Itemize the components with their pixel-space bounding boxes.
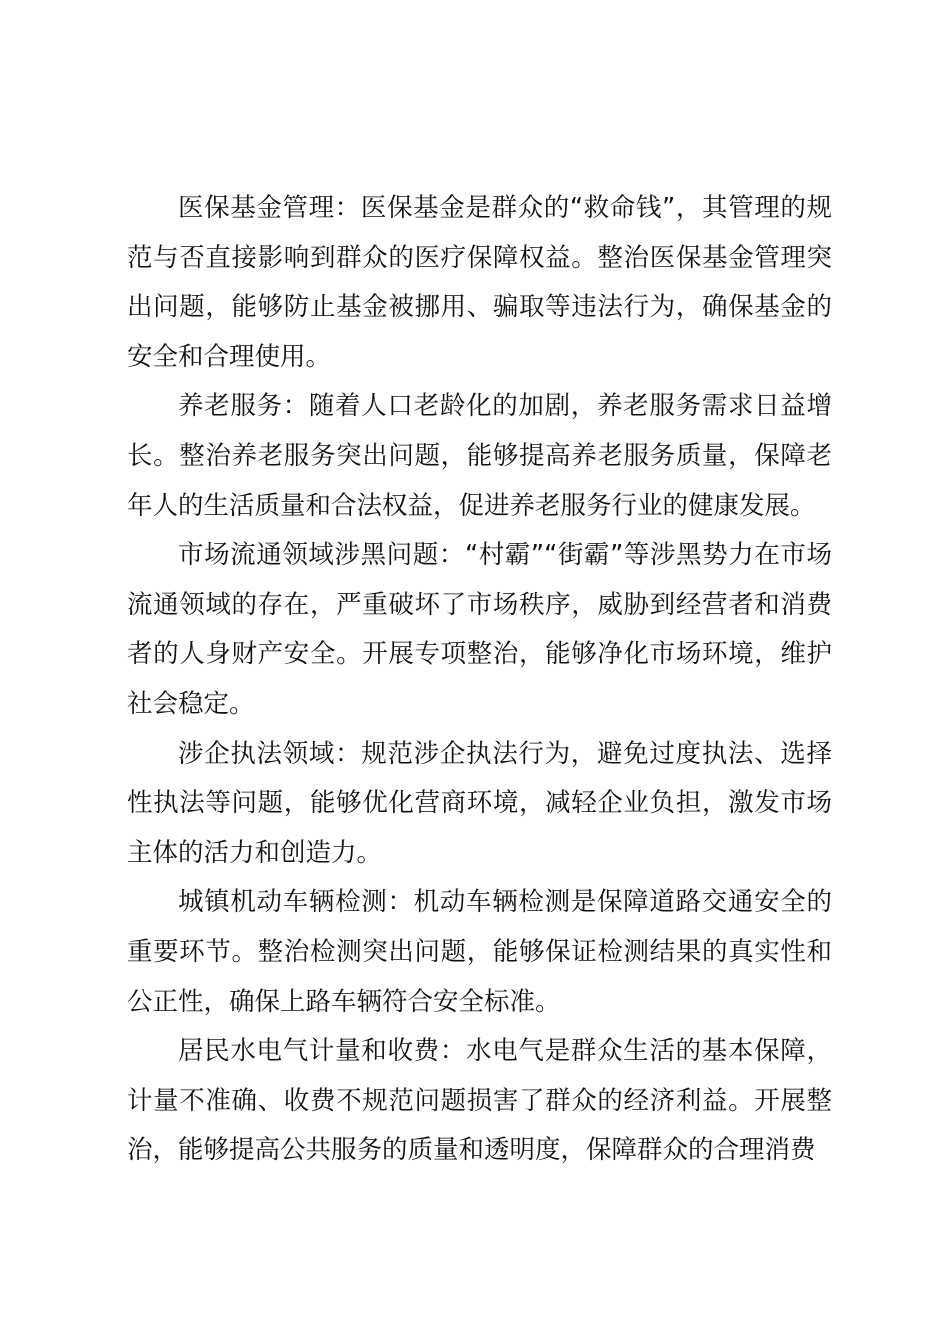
paragraph-market-circulation: 市场流通领域涉黑问题：“村霸”“街霸”等涉黑势力在市场流通领域的存在，严重破坏了市场秩序，威胁到经营者和消费者的人身财产安全。开展专项整治，能够净化市场环境，维护社会稳定。 <box>127 540 832 719</box>
paragraph-utilities-metering: 居民水电气计量和收费：水电气是群众生活的基本保障，计量不准确、收费不规范问题损害了群众的经济利益。开展整治，能够提高公共服务的质量和透明度，保障群众的合理消费 <box>127 1036 832 1166</box>
paragraph-elderly-care: 养老服务：随着人口老龄化的加剧，养老服务需求日益增长。整治养老服务突出问题，能够提高养老服务质量，保障老年人的生活质量和合法权益，促进养老服务行业的健康发展。 <box>127 391 832 521</box>
paragraph-vehicle-inspection: 城镇机动车辆检测：机动车辆检测是保障道路交通安全的重要环节。整治检测突出问题，能够保证检测结果的真实性和公正性，确保上路车辆符合安全标准。 <box>127 887 832 1017</box>
paragraph-medical-insurance-fund: 医保基金管理：医保基金是群众的“救命钱”，其管理的规范与否直接影响到群众的医疗保障权益。整治医保基金管理突出问题，能够防止基金被挪用、骗取等违法行为，确保基金的安全和合理使用。 <box>127 193 832 372</box>
paragraph-enterprise-law-enforcement: 涉企执法领域：规范涉企执法行为，避免过度执法、选择性执法等问题，能够优化营商环境，减轻企业负担，激发市场主体的活力和创造力。 <box>127 738 832 868</box>
document-body <box>127 184 832 1176</box>
